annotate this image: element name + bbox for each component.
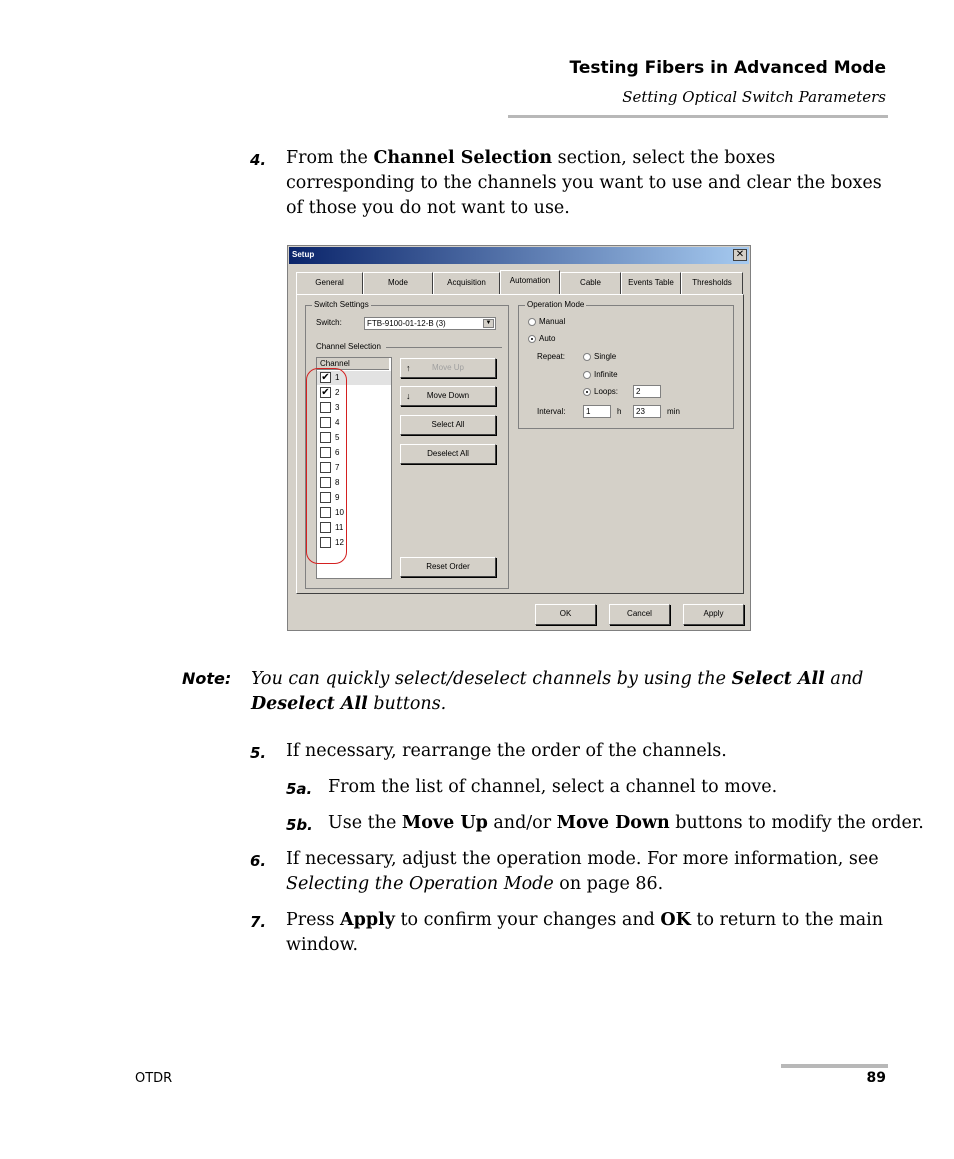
loops-input[interactable]: 2 [633, 385, 661, 398]
text-run: to return to the main window. [286, 910, 884, 955]
setup-dialog [287, 245, 751, 631]
cancel-button[interactable]: Cancel [609, 604, 670, 625]
tab-cable[interactable]: Cable [560, 272, 621, 294]
text-run: You can quickly select/deselect channels by using the [251, 669, 732, 689]
step-number: 7. [250, 913, 267, 931]
bold-run: Move Down [556, 813, 670, 833]
dialog-titlebar [289, 247, 749, 264]
text-run: If necessary, adjust the operation mode. For more information, see [286, 849, 879, 869]
step-text [286, 908, 886, 958]
manual-radio[interactable] [528, 318, 536, 326]
bold-run: OK [660, 910, 691, 930]
text-run: to confirm your changes and [394, 910, 661, 930]
step-number: 5. [250, 744, 267, 762]
dialog-title: Setup [292, 250, 315, 259]
step-6 [250, 847, 890, 899]
loops-radio[interactable] [583, 388, 591, 396]
page-number: 89 [866, 1070, 886, 1086]
operation-mode-group [518, 300, 734, 429]
text-run: From the [286, 148, 374, 168]
step-4 [250, 146, 890, 226]
group-legend: Operation Mode [527, 300, 585, 309]
step-number: 5b. [286, 816, 313, 834]
text-run: and [824, 669, 864, 689]
move-up-label: Move Up [431, 363, 464, 372]
channel-checkbox[interactable]: ✔ [321, 387, 330, 398]
ok-button[interactable]: OK [535, 604, 596, 625]
header-rule [508, 115, 888, 118]
tab-general[interactable]: General [296, 272, 363, 294]
channel-number: 1 [335, 373, 340, 382]
switch-select[interactable] [364, 317, 496, 330]
step-5b [286, 811, 924, 837]
interval-minutes-input[interactable]: 23 [633, 405, 661, 418]
step-text [328, 811, 924, 836]
step-number: 6. [250, 852, 267, 870]
note-text [251, 667, 891, 717]
channel-checkbox[interactable]: ✔ [321, 372, 330, 383]
minutes-unit: min [667, 407, 680, 416]
auto-radio[interactable] [528, 335, 536, 343]
channel-number: 12 [335, 538, 344, 547]
channel-selection-label: Channel Selection [316, 342, 381, 351]
italic-run: Selecting the Operation Mode [286, 874, 554, 894]
group-legend: Switch Settings [314, 300, 369, 309]
arrow-down-icon: ↓ [406, 391, 411, 401]
tab-acquisition[interactable]: Acquisition [433, 272, 500, 294]
auto-label: Auto [539, 334, 556, 343]
text-run: section, select the boxes corresponding to the channels you want to use and clear the boxes of those you do not want to use. [286, 148, 882, 218]
apply-button[interactable]: Apply [683, 604, 744, 625]
arrow-up-icon: ↑ [406, 363, 411, 373]
text-run: buttons to modify the order. [669, 813, 924, 833]
text-run: Press [286, 910, 341, 930]
channel-number: 9 [335, 493, 340, 502]
tab-automation[interactable]: Automation [500, 270, 560, 295]
step-text [286, 146, 886, 221]
switch-settings-group [305, 300, 509, 589]
bold-run: Select All [731, 669, 825, 689]
deselect-all-button[interactable]: Deselect All [400, 444, 496, 464]
channel-number: 6 [335, 448, 340, 457]
channel-number: 4 [335, 418, 340, 427]
text-run: and/or [487, 813, 557, 833]
move-down-button[interactable] [400, 386, 496, 406]
automation-panel [296, 294, 744, 594]
channel-number: 8 [335, 478, 340, 487]
text-run: on page 86. [553, 874, 664, 894]
step-number: 5a. [286, 780, 313, 798]
infinite-radio[interactable] [583, 371, 591, 379]
step-text: From the list of channel, select a channel to move. [328, 777, 778, 797]
tab-thresholds[interactable]: Thresholds [681, 272, 743, 294]
bold-run: Move Up [401, 813, 488, 833]
channel-number: 11 [335, 523, 344, 532]
step-number: 4. [250, 151, 267, 169]
red-highlight-ellipse [306, 368, 347, 564]
channel-column-header: Channel [320, 359, 350, 368]
reset-order-button[interactable]: Reset Order [400, 557, 496, 577]
running-header-subtitle: Setting Optical Switch Parameters [622, 88, 886, 106]
bold-run: Channel Selection [373, 148, 553, 168]
single-label: Single [594, 352, 617, 361]
move-down-label: Move Down [426, 391, 470, 400]
bold-run: Apply [340, 910, 395, 930]
interval-hours-input[interactable]: 1 [583, 405, 611, 418]
running-header-title: Testing Fibers in Advanced Mode [569, 58, 886, 78]
infinite-label: Infinite [594, 370, 618, 379]
step-text [286, 847, 886, 897]
channel-number: 2 [335, 388, 340, 397]
channel-number: 10 [335, 508, 344, 517]
chevron-down-icon: ▼ [483, 319, 494, 328]
channel-number: 3 [335, 403, 340, 412]
text-run: buttons. [367, 694, 447, 714]
bold-run: Deselect All [251, 694, 368, 714]
step-5 [250, 739, 890, 765]
tab-mode[interactable]: Mode [363, 272, 433, 294]
select-all-button[interactable]: Select All [400, 415, 496, 435]
close-icon[interactable]: ✕ [733, 249, 747, 261]
step-text: If necessary, rearrange the order of the channels. [286, 741, 727, 761]
single-radio[interactable] [583, 353, 591, 361]
move-up-button[interactable] [400, 358, 496, 378]
tab-events-table[interactable]: Events Table [621, 272, 681, 294]
interval-label: Interval: [537, 407, 566, 416]
switch-select-value: FTB-9100-01-12-B (3) [367, 319, 446, 328]
footer-product: OTDR [135, 1071, 173, 1086]
divider [386, 347, 502, 348]
manual-label: Manual [539, 317, 566, 326]
footer-rule [781, 1064, 888, 1068]
note-label: Note: [182, 669, 232, 688]
step-7 [250, 908, 890, 960]
loops-label: Loops: [594, 387, 619, 396]
switch-label: Switch: [316, 318, 342, 327]
channel-number: 7 [335, 463, 340, 472]
hours-unit: h [617, 407, 622, 416]
channel-number: 5 [335, 433, 340, 442]
step-5a [286, 775, 896, 801]
repeat-label: Repeat: [537, 352, 566, 361]
text-run: Use the [328, 813, 402, 833]
